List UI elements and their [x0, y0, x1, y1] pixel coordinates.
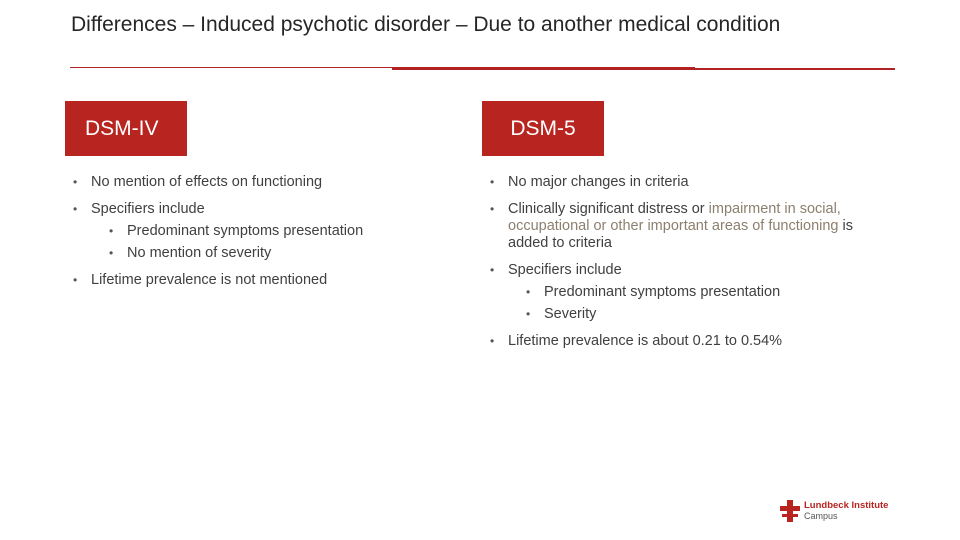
sub-list-item: • Severity: [526, 306, 890, 323]
bullet-text: Lifetime prevalence is about 0.21 to 0.54%: [508, 333, 783, 349]
list-item: [73, 174, 453, 191]
bullet-text: No major changes in criteria: [508, 174, 689, 190]
slide-title: Differences – Induced psychotic disorder – Due to another medical condition: [71, 13, 781, 36]
list-item: [490, 174, 890, 191]
logo-subtext: Campus: [804, 511, 838, 521]
sub-list: [508, 284, 890, 323]
list-item: [73, 201, 453, 262]
bullet-text-start: Clinically significant distress or: [508, 201, 709, 217]
dsm-5-header: DSM-5: [482, 101, 604, 156]
title-underline-thick: [392, 68, 895, 70]
sub-list: [91, 223, 453, 262]
bullet-text: Lifetime prevalence is not mentioned: [91, 272, 328, 288]
bullet-text: Specifiers include: [508, 262, 622, 278]
list-item: [490, 262, 890, 323]
dsm-iv-column: [73, 174, 453, 299]
list-item: [490, 333, 890, 350]
bullet-text: Specifiers include: [91, 201, 205, 217]
bullet-text: No mention of effects on functioning: [91, 174, 323, 190]
logo-text: Lundbeck Institute: [804, 500, 889, 511]
sub-list-item: • Predominant symptoms presentation: [109, 223, 453, 240]
logo-mark-icon: [780, 500, 800, 522]
dsm-5-column: [490, 174, 890, 360]
sub-list-item: • Predominant symptoms presentation: [526, 284, 890, 301]
list-item: [490, 201, 890, 252]
sub-list-item: • No mention of severity: [109, 245, 453, 262]
bullet-text-end: is added to criteria: [508, 218, 853, 251]
lundbeck-logo: [780, 500, 900, 524]
dsm-iv-header: DSM-IV: [65, 101, 187, 156]
list-item: [73, 272, 453, 289]
highlighted-text: impairment in social, occupational or other important areas of functioning: [508, 201, 841, 234]
